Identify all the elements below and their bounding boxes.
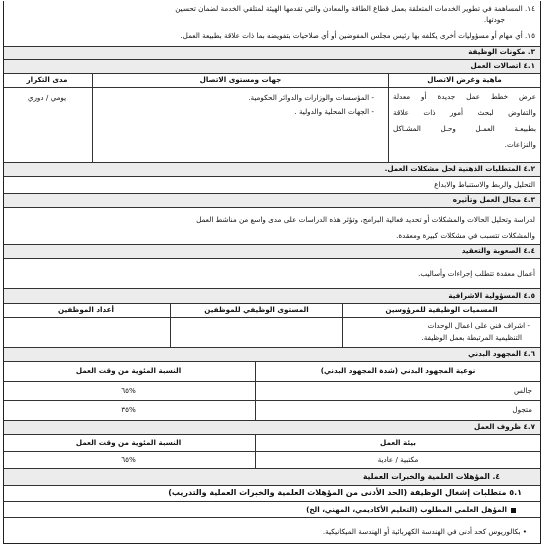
purpose-line: عرض خطط عمل جديدة أو معدلة bbox=[393, 92, 536, 101]
item-15: ١٥. أي مهام أو مسؤوليات أخرى يكلفه بها رئيس مجلس المفوضين أو أي صلاحيات بتفويضه بما ذات علاقة بطبيعة العمل. bbox=[180, 31, 535, 40]
qualification-subtitle-text: المؤهل العلمي المطلوب (التعليم الأكاديمي، المهني، الخ) bbox=[306, 505, 507, 514]
section-4-5-title: ٤.٥ المسؤولية الاشرافية bbox=[4, 289, 540, 304]
effort-type: متجول bbox=[255, 401, 540, 420]
effort-pct: %٦٥ bbox=[121, 386, 136, 395]
qualification-item bbox=[318, 527, 532, 537]
effort-header-type: نوعية المجهود البدني (شدة المجهود البدني) bbox=[255, 362, 540, 381]
section-3-title: ٣. مكونات الوظيفة bbox=[4, 47, 540, 60]
party-item: - الجهات المحلية والدولية . bbox=[294, 107, 374, 116]
supervision-body-row bbox=[4, 318, 540, 348]
section-4-qualifications-title: ٤. المؤهلات العلمية والخبرات العملية bbox=[4, 469, 540, 486]
purpose-line: والنزاعات. bbox=[504, 140, 536, 149]
scope-line: لدراسة وتحليل الحالات والمشكلات أو تحديد فعالية البرامج، وتؤثر هذه الدراسات على مدى واسع من مناشط العمل bbox=[196, 215, 535, 224]
contacts-parties-cell bbox=[92, 88, 388, 162]
bullet-icon: • bbox=[522, 527, 527, 536]
contacts-body-row bbox=[4, 88, 540, 163]
section-4-2-text: التحليل والربط والاستنباط والابداع bbox=[4, 177, 540, 194]
section-4-4-text: أعمال معقدة تتطلب إجراءات وأساليب. bbox=[4, 259, 540, 289]
conditions-header-pct: النسبة المئوية من وقت العمل bbox=[75, 438, 182, 447]
scope-line: والمشكلات تتسبب في مشكلات كبيرة ومعقدة. bbox=[396, 231, 535, 240]
effort-row bbox=[4, 401, 540, 421]
supervision-header-count: أعداد الموظفين bbox=[57, 305, 114, 314]
section-4-4-title: ٤.٤ الصعوبة والتعقيد bbox=[4, 245, 540, 259]
contacts-frequency-cell: يومي / دوري bbox=[27, 93, 67, 102]
bullet-icon bbox=[511, 508, 516, 513]
conditions-header-env: بيئة العمل bbox=[255, 435, 540, 451]
purpose-line: بطبيعـة العمـل وحـل المشـاكل bbox=[393, 124, 536, 133]
conditions-row bbox=[4, 452, 540, 469]
section-4-3-title: ٤.٣ مجال العمل وتأثيره bbox=[4, 194, 540, 208]
supervision-header-titles: المسميات الوظيفية للمرؤوسين bbox=[342, 304, 540, 317]
effort-type: جالس bbox=[255, 382, 540, 400]
contacts-header-frequency: مدى التكرار bbox=[26, 75, 68, 84]
contacts-header-row bbox=[4, 74, 540, 88]
section-5-1-subtitle bbox=[4, 502, 540, 518]
section-4-1-title: ٤.١ اتصالات العمل bbox=[4, 60, 540, 74]
supervision-titles-cell bbox=[342, 318, 540, 347]
supervision-level-cell bbox=[170, 318, 342, 347]
contacts-header-purpose: ماهية وغرض الاتصال bbox=[388, 74, 540, 87]
conditions-env: مكتبية / عادية bbox=[255, 452, 540, 468]
conditions-pct: %٦٥ bbox=[121, 455, 136, 464]
effort-row bbox=[4, 382, 540, 401]
supervision-header-level: المستوى الوظيفي للموظفين bbox=[170, 304, 342, 317]
intro-items bbox=[4, 1, 540, 47]
supervision-count-cell bbox=[4, 318, 170, 347]
contacts-purpose-cell bbox=[388, 88, 540, 162]
purpose-line: والتفاوض لبحث أمور ذات علاقة bbox=[393, 108, 536, 117]
effort-header-row bbox=[4, 362, 540, 382]
section-4-3-text bbox=[4, 208, 540, 245]
section-5-1-title: ٥.١ متطلبات إشغال الوظيفة (الحد الأدنى من المؤهلات العلمية والخبرات العملية والتدريب) bbox=[4, 486, 540, 502]
conditions-header-row bbox=[4, 435, 540, 452]
supervision-header-row bbox=[4, 304, 540, 318]
supervision-line: - اشراف فني على اعمال الوحدات bbox=[427, 321, 530, 330]
contacts-header-parties: جهات ومستوى الاتصال bbox=[92, 74, 388, 87]
effort-pct: %٣٥ bbox=[121, 405, 136, 414]
job-description-page bbox=[3, 1, 541, 544]
party-item: - المؤسسات والوزارات والدوائر الحكومية. bbox=[248, 93, 374, 102]
item-14-line2: جودتها. bbox=[483, 15, 505, 24]
qualification-item-text: بكالوريوس كحد أدنى في الهندسة الكهربائية أو الهندسة الميكانيكية. bbox=[322, 527, 521, 536]
supervision-line: التنظيمية المرتبطة بعمل الوظيفة. bbox=[421, 333, 522, 342]
section-4-7-title: ٤.٧ ظروف العمل bbox=[4, 421, 540, 435]
section-4-2-title: ٤.٢ المتطلبات الذهنية لحل مشكلات العمل. bbox=[4, 163, 540, 177]
section-4-6-title: ٤.٦ المجهود البدني bbox=[4, 348, 540, 362]
effort-header-pct: النسبة المئوية من وقت العمل bbox=[75, 366, 182, 375]
item-14-line1: ١٤. المساهمة في تطوير الخدمات المتعلقة بعمل قطاع الطاقة والمعادن والتي تقدمها الهيئة لمتلقي الخدمة لضمان تحسين bbox=[175, 4, 535, 13]
